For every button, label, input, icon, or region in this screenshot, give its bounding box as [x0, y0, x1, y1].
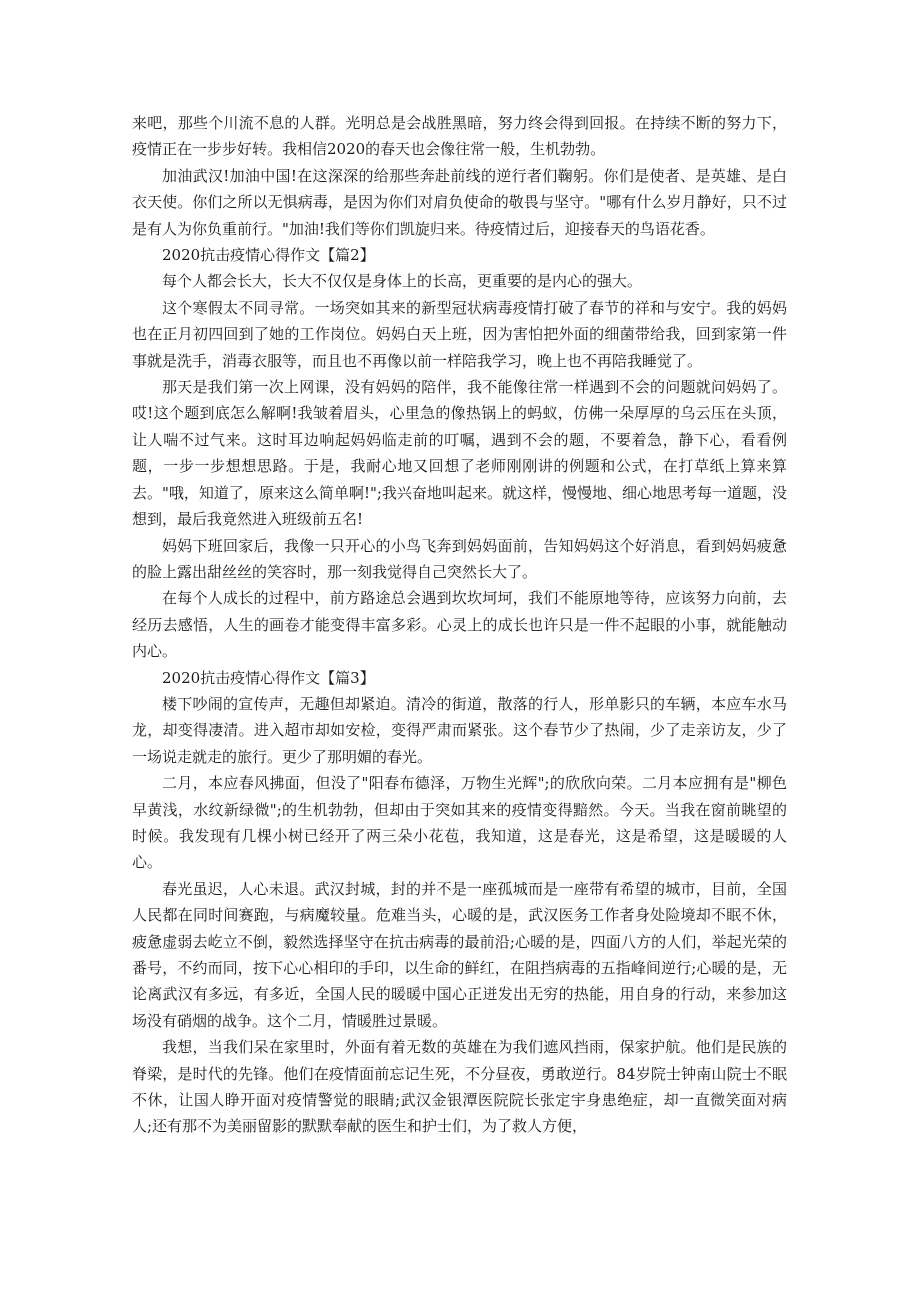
section-heading-2: 2020抗击疫情心得作文【篇2】 — [162, 246, 375, 265]
document-page — [132, 110, 787, 1140]
paragraph: 楼下吵闹的宣传声，无趣但却紧迫。清冷的街道，散落的行人，形单影只的车辆，本应车水马龙，却变得凄清。进入超市却如安检，变得严肃而紧张。这个春节少了热闹，少了走亲访友，少了一场说走就走的旅行。更少了那明媚的春光。 — [132, 694, 787, 766]
paragraph: 二月，本应春风拂面，但没了"阳春布德泽，万物生光辉";的欣欣向荣。二月本应拥有是"柳色早黄浅，水纹新绿微";的生机勃勃，但却由于突如其来的疫情变得黯然。今天。当我在窗前眺望的时候。我发现有几棵小树已经开了两三朵小花苞，我知道，这是春光，这是希望，这是暖暖的人心。 — [132, 774, 787, 872]
section-heading-3: 2020抗击疫情心得作文【篇3】 — [162, 668, 375, 687]
paragraph: 那天是我们第一次上网课，没有妈妈的陪伴，我不能像往常一样遇到不会的问题就问妈妈了。哎!这个题到底怎么解啊!我皱着眉头，心里急的像热锅上的蚂蚁，仿佛一朵厚厚的乌云压在头顶，让人喘不过气来。这时耳边响起妈妈临走前的叮嘱，遇到不会的题，不要着急，静下心，看看例题，一步一步想想思路。于是，我耐心地又回想了老师刚刚讲的例题和公式，在打草纸上算来算去。"哦，知道了，原来这么简单啊!";我兴奋地叫起来。就这样，慢慢地、细心地思考每一道题，没想到，最后我竟然进入班级前五名! — [132, 378, 787, 529]
paragraph-cheer-wuhan: 加油武汉!加油中国!在这深深的给那些奔赴前线的逆行者们鞠躬。你们是使者、是英雄、是白衣天使。你们之所以无惧病毒，是因为你们对肩负使命的敬畏与坚守。"哪有什么岁月静好，只不过是有人为你负重前行。"加油!我们等你们凯旋归来。待疫情过后，迎接春天的鸟语花香。 — [132, 166, 787, 238]
paragraph: 我想，当我们呆在家里时，外面有着无数的英雄在为我们遮风挡雨，保家护航。他们是民族的脊梁，是时代的先锋。他们在疫情面前忘记生死，不分昼夜，勇敢逆行。84岁院士钟南山院士不眠不休，让国人睁开面对疫情警觉的眼睛;武汉金银潭医院院长张定宇身患绝症，却一直微笑面对病人;还有那不为美丽留影的默默奉献的医生和护士们，为了救人方便， — [132, 1038, 787, 1136]
paragraph: 春光虽迟，人心未退。武汉封城，封的并不是一座孤城而是一座带有希望的城市，目前，全国人民都在同时间赛跑，与病魔较量。危难当头，心暖的是，武汉医务工作者身处险境却不眠不休，疲惫虚弱去屹立不倒，毅然选择坚守在抗击病毒的最前沿;心暖的是，四面八方的人们，举起光荣的番号，不约而同，按下心心相印的手印，以生命的鲜红，在阻挡病毒的五指峰间逆行;心暖的是，无论离武汉有多远，有多近，全国人民的暖暖中国心正迸发出无穷的热能，用自身的行动，来参加这场没有硝烟的战争。这个二月，情暖胜过景暖。 — [132, 879, 787, 1030]
paragraph-intro: 来吧，那些个川流不息的人群。光明总是会战胜黑暗，努力终会得到回报。在持续不断的努力下，疫情正在一步步好转。我相信2020的春天也会像往常一般，生机勃勃。 — [132, 114, 787, 159]
paragraph: 妈妈下班回家后，我像一只开心的小鸟飞奔到妈妈面前，告知妈妈这个好消息，看到妈妈疲惫的脸上露出甜丝丝的笑容时，那一刻我觉得自己突然长大了。 — [132, 536, 787, 581]
paragraph: 每个人都会长大，长大不仅仅是身体上的长高，更重要的是内心的强大。 — [162, 272, 643, 291]
paragraph: 在每个人成长的过程中，前方路途总会遇到坎坎坷坷，我们不能原地等待，应该努力向前，去经历去感悟，人生的画卷才能变得丰富多彩。心灵上的成长也许只是一件不起眼的小事，就能触动内心。 — [132, 589, 787, 661]
paragraph: 这个寒假太不同寻常。一场突如其来的新型冠状病毒疫情打破了春节的祥和与安宁。我的妈妈也在正月初四回到了她的工作岗位。妈妈白天上班，因为害怕把外面的细菌带给我，回到家第一件事就是洗手，消毒衣服等，而且也不再像以前一样陪我学习，晚上也不再陪我睡觉了。 — [132, 298, 787, 370]
